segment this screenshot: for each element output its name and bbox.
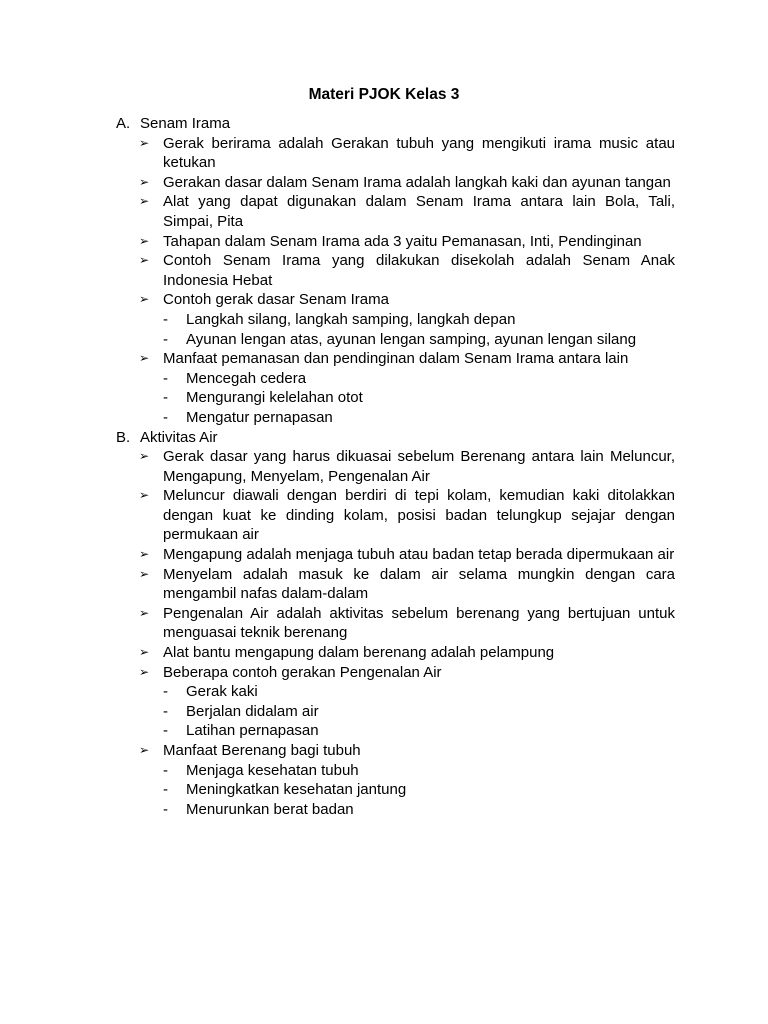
bullet-text: Alat yang dapat digunakan dalam Senam Irama antara lain Bola, Tali, Simpai, Pita <box>163 193 675 230</box>
bullet-item <box>116 192 675 231</box>
document-content <box>116 114 675 819</box>
sub-item <box>116 408 675 428</box>
dash-marker: - <box>163 683 168 701</box>
sub-item <box>116 310 675 330</box>
bullet-item <box>116 741 675 761</box>
arrow-bullet-icon: ➢ <box>139 174 150 189</box>
arrow-bullet-icon: ➢ <box>139 645 150 660</box>
section-label: Aktivitas Air <box>140 428 218 446</box>
bullet-item <box>116 565 675 604</box>
bullet-text: Meluncur diawali dengan berdiri di tepi kolam, kemudian kaki ditolakkan dengan kuat ke dinding kolam, posisi badan telungkup sejajar dengan permukaan air <box>163 487 675 544</box>
arrow-bullet-icon: ➢ <box>139 605 150 620</box>
bullet-text: Mengapung adalah menjaga tubuh atau badan tetap berada dipermukaan air <box>163 546 675 564</box>
bullet-text: Beberapa contoh gerakan Pengenalan Air <box>163 663 442 681</box>
sub-item-text: Mengurangi kelelahan otot <box>186 389 363 407</box>
sub-item <box>116 800 675 820</box>
sub-item-text: Gerak kaki <box>186 683 258 701</box>
bullet-item <box>116 447 675 486</box>
arrow-bullet-icon: ➢ <box>139 664 150 679</box>
bullet-text: Manfaat pemanasan dan pendinginan dalam Senam Irama antara lain <box>163 350 629 368</box>
sub-item <box>116 330 675 350</box>
dash-marker: - <box>163 369 168 387</box>
dash-marker: - <box>163 330 168 348</box>
sub-item-text: Berjalan didalam air <box>186 702 319 720</box>
section-heading <box>116 428 675 448</box>
bullet-item <box>116 643 675 663</box>
bullet-text: Gerakan dasar dalam Senam Irama adalah langkah kaki dan ayunan tangan <box>163 173 671 191</box>
arrow-bullet-icon: ➢ <box>139 566 150 581</box>
bullet-item <box>116 134 675 173</box>
bullet-text: Contoh Senam Irama yang dilakukan disekolah adalah Senam Anak Indonesia Hebat <box>163 252 675 289</box>
dash-marker: - <box>163 800 168 818</box>
arrow-bullet-icon: ➢ <box>139 488 150 503</box>
sub-item-text: Menurunkan berat badan <box>186 800 354 818</box>
bullet-text: Menyelam adalah masuk ke dalam air selama mungkin dengan cara mengambil nafas dalam-dalam <box>163 565 675 603</box>
dash-marker: - <box>163 310 168 328</box>
arrow-bullet-icon: ➢ <box>139 135 150 150</box>
sub-item-text: Menjaga kesehatan tubuh <box>186 761 359 779</box>
bullet-item <box>116 232 675 252</box>
bullet-item <box>116 173 675 193</box>
arrow-bullet-icon: ➢ <box>139 547 150 562</box>
sub-item-text: Langkah silang, langkah samping, langkah depan <box>186 310 516 328</box>
sub-item-text: Latihan pernapasan <box>186 722 319 740</box>
sub-item <box>116 721 675 741</box>
page-title: Materi PJOK Kelas 3 <box>308 86 460 103</box>
section-label: Senam Irama <box>140 115 231 132</box>
bullet-item <box>116 251 675 290</box>
sub-item <box>116 702 675 722</box>
bullet-text: Alat bantu mengapung dalam berenang adalah pelampung <box>163 644 555 662</box>
bullet-item <box>116 545 675 565</box>
dash-marker: - <box>163 408 168 426</box>
bullet-text: Manfaat Berenang bagi tubuh <box>163 742 361 759</box>
arrow-bullet-icon: ➢ <box>139 233 150 248</box>
section-heading <box>116 114 675 134</box>
bullet-text: Gerak berirama adalah Gerakan tubuh yang mengikuti irama music atau ketukan <box>163 134 675 172</box>
dash-marker: - <box>163 761 168 779</box>
bullet-text: Gerak dasar yang harus dikuasai sebelum Berenang antara lain Meluncur, Mengapung, Menyelam, Pengenalan Air <box>163 448 675 485</box>
sub-item-text: Mencegah cedera <box>186 369 307 387</box>
dash-marker: - <box>163 781 168 799</box>
bullet-item <box>116 290 675 310</box>
dash-marker: - <box>163 702 168 720</box>
dash-marker: - <box>163 722 168 740</box>
bullet-item <box>116 604 675 643</box>
sub-item-text: Meningkatkan kesehatan jantung <box>186 781 407 799</box>
arrow-bullet-icon: ➢ <box>139 351 150 366</box>
section-marker: A. <box>116 115 131 132</box>
sub-item <box>116 761 675 781</box>
bullet-text: Pengenalan Air adalah aktivitas sebelum berenang yang bertujuan untuk menguasai teknik berenang <box>163 604 675 642</box>
sub-item <box>116 780 675 800</box>
sub-item-text: Ayunan lengan atas, ayunan lengan samping, ayunan lengan silang <box>186 330 637 348</box>
bullet-item <box>116 663 675 683</box>
sub-item-text: Mengatur pernapasan <box>186 408 333 426</box>
bullet-item <box>116 349 675 369</box>
arrow-bullet-icon: ➢ <box>139 292 150 307</box>
arrow-bullet-icon: ➢ <box>139 253 150 268</box>
bullet-text: Tahapan dalam Senam Irama ada 3 yaitu Pemanasan, Inti, Pendinginan <box>163 232 642 250</box>
bullet-text: Contoh gerak dasar Senam Irama <box>163 291 389 309</box>
sub-item <box>116 682 675 702</box>
bullet-item <box>116 486 675 545</box>
dash-marker: - <box>163 389 168 407</box>
sub-item <box>116 369 675 389</box>
arrow-bullet-icon: ➢ <box>139 743 150 757</box>
section-marker: B. <box>116 428 131 446</box>
arrow-bullet-icon: ➢ <box>139 449 150 464</box>
sub-item <box>116 388 675 408</box>
arrow-bullet-icon: ➢ <box>139 194 150 209</box>
